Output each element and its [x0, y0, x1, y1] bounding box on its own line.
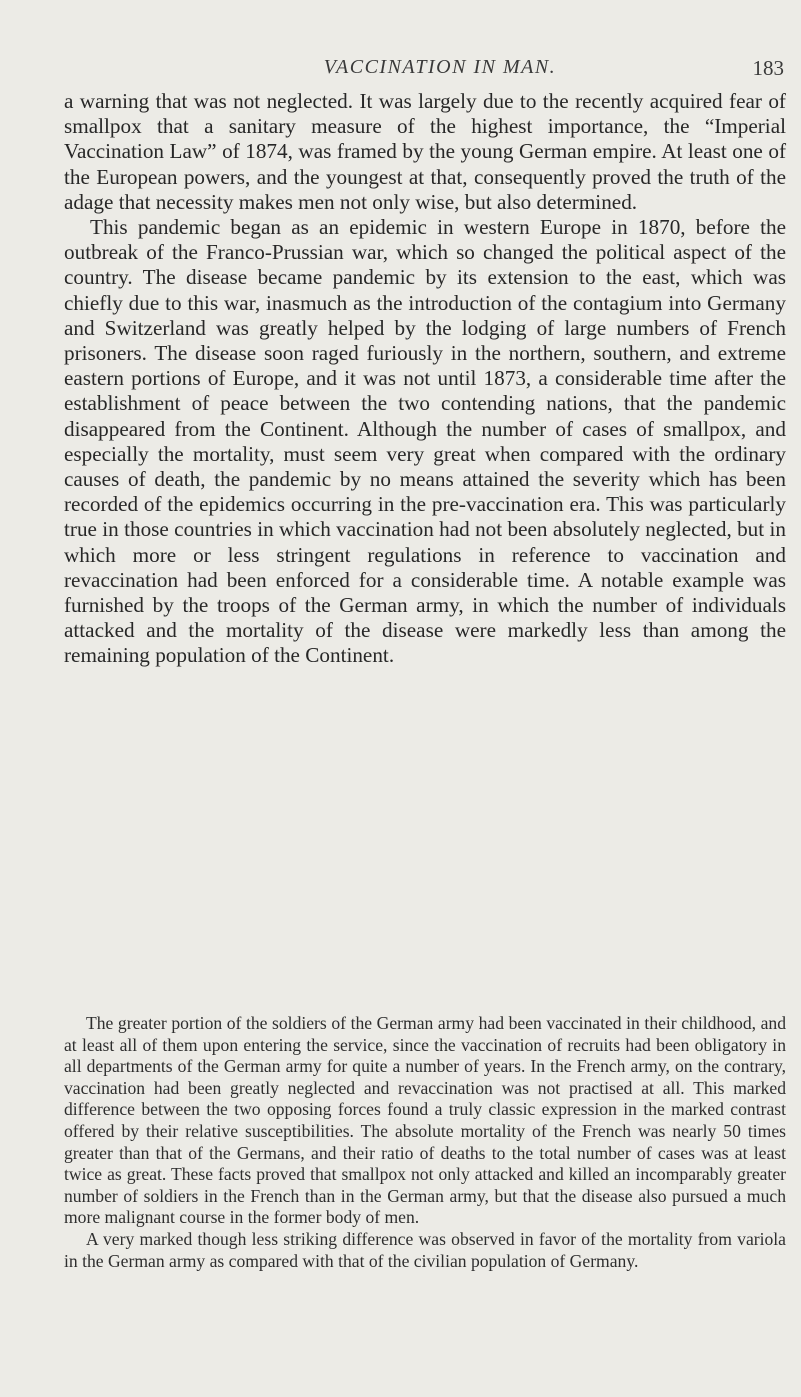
running-header	[96, 56, 784, 90]
page-number: 183	[752, 56, 784, 80]
main-text-block	[64, 89, 786, 669]
small-print-block	[64, 1013, 786, 1272]
small-print-paragraph: A very marked though less striking difference was observed in favor of the mortality from variola in the German army as compared with that of the civilian population of Germany.	[64, 1228, 786, 1271]
running-title: VACCINATION IN MAN.	[323, 56, 557, 78]
small-print-paragraph: The greater portion of the soldiers of the German army had been vaccinated in their childhood, and at least all of them upon entering the service, since the vaccination of recruits had been obligatory in all departments of the German army for quite a number of years. In the French army, on the contrary, vaccination had been greatly neglected and revaccination was not practised at all. This marked difference between the two opposing forces found a truly classic expression in the marked contrast offered by their relative susceptibilities. The absolute mortality of the French was nearly 50 times greater than that of the Germans, and their ratio of deaths to the total number of cases was at least twice as great. These facts proved that smallpox not only attacked and killed an incomparably greater number of soldiers in the French than in the German army, but that the disease also pursued a much more malignant course in the former body of men.	[64, 1013, 786, 1228]
body-paragraph: This pandemic began as an epidemic in western Europe in 1870, before the outbreak of the Franco-Prussian war, which so changed the political aspect of the country. The disease became pandemic by its extension to the east, which was chiefly due to this war, inasmuch as the introduction of the contagium into Germany and Switzerland was greatly helped by the lodging of large numbers of French prisoners. The disease soon raged furiously in the northern, southern, and extreme eastern portions of Europe, and it was not until 1873, a considerable time after the establishment of peace between the two contending nations, that the pandemic disappeared from the Continent. Although the number of cases of smallpox, and especially the mortality, must seem very great when compared with the ordinary causes of death, the pandemic by no means attained the severity which has been recorded of the epidemics occurring in the pre-vaccination era. This was particularly true in those countries in which vaccination had not been absolutely neglected, but in which more or less stringent regulations in reference to vaccination and revaccination had been enforced for a considerable time. A notable example was furnished by the troops of the German army, in which the number of individuals attacked and the mortality of the disease were markedly less than among the remaining population of the Continent.	[64, 215, 786, 668]
body-paragraph: a warning that was not neglected. It was largely due to the recently acquired fear of smallpox that a sanitary measure of the highest importance, the “Imperial Vaccination Law” of 1874, was framed by the young German empire. At least one of the European powers, and the youngest at that, consequently proved the truth of the adage that necessity makes men not only wise, but also determined.	[64, 89, 786, 214]
